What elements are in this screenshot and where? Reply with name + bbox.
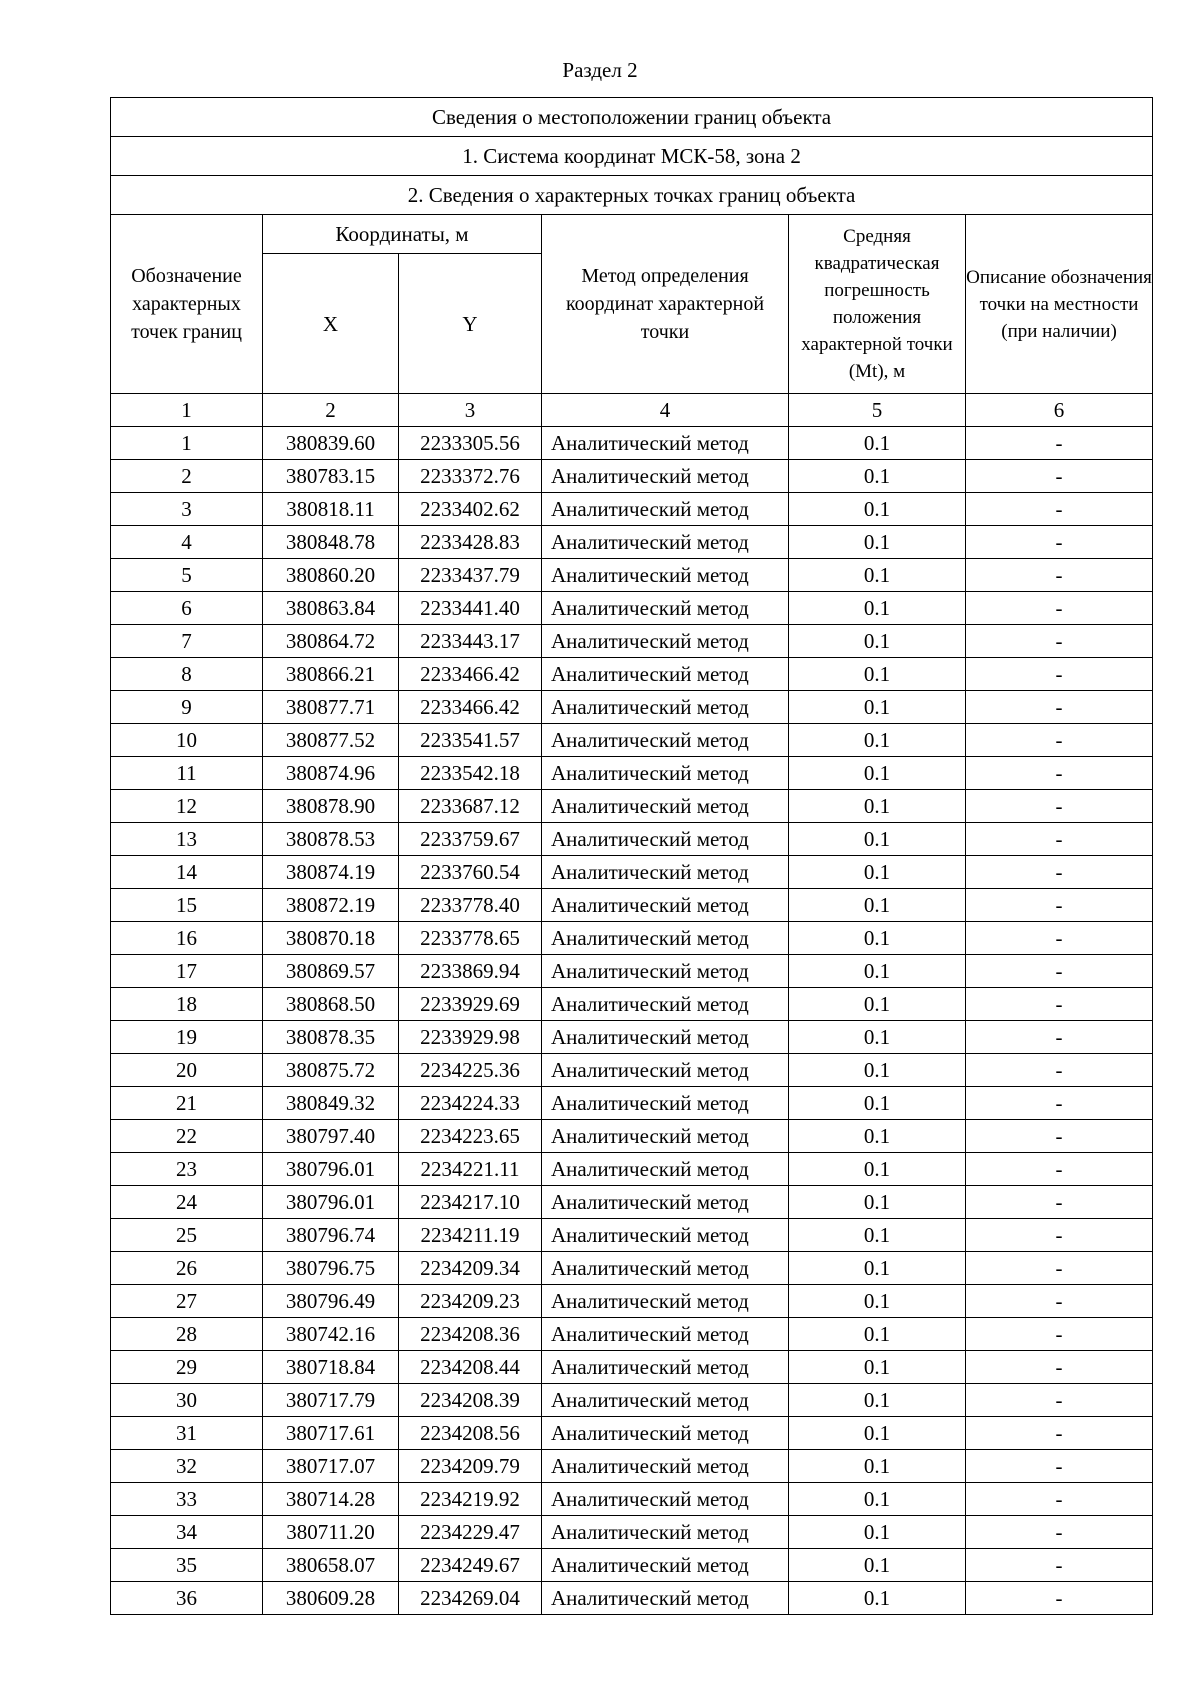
method-cell: Аналитический метод — [542, 1549, 789, 1582]
y-coordinate-cell: 2233437.79 — [399, 559, 542, 592]
point-number-cell: 16 — [111, 922, 263, 955]
table-row — [111, 460, 1153, 493]
method-cell: Аналитический метод — [542, 1219, 789, 1252]
x-coordinate-cell: 380717.79 — [263, 1384, 399, 1417]
y-coordinate-cell: 2234221.11 — [399, 1153, 542, 1186]
table-row — [111, 691, 1153, 724]
x-coordinate-cell: 380877.52 — [263, 724, 399, 757]
y-coordinate-cell: 2233759.67 — [399, 823, 542, 856]
point-number-cell: 20 — [111, 1054, 263, 1087]
description-cell: - — [966, 1054, 1153, 1087]
y-coordinate-cell: 2233443.17 — [399, 625, 542, 658]
y-coordinate-cell: 2233541.57 — [399, 724, 542, 757]
method-cell: Аналитический метод — [542, 658, 789, 691]
table-row — [111, 493, 1153, 526]
table-row — [111, 724, 1153, 757]
point-number-cell: 32 — [111, 1450, 263, 1483]
description-cell: - — [966, 658, 1153, 691]
description-cell: - — [966, 460, 1153, 493]
error-cell: 0.1 — [789, 1450, 966, 1483]
error-cell: 0.1 — [789, 1054, 966, 1087]
table-row — [111, 1219, 1153, 1252]
y-coordinate-cell: 2234208.39 — [399, 1384, 542, 1417]
x-coordinate-cell: 380796.74 — [263, 1219, 399, 1252]
table-row — [111, 1549, 1153, 1582]
header-x: X — [263, 254, 399, 394]
error-cell: 0.1 — [789, 460, 966, 493]
error-cell: 0.1 — [789, 526, 966, 559]
point-number-cell: 21 — [111, 1087, 263, 1120]
y-coordinate-cell: 2234223.65 — [399, 1120, 542, 1153]
point-number-cell: 36 — [111, 1582, 263, 1615]
description-cell: - — [966, 757, 1153, 790]
x-coordinate-cell: 380866.21 — [263, 658, 399, 691]
point-number-cell: 13 — [111, 823, 263, 856]
error-cell: 0.1 — [789, 1021, 966, 1054]
description-cell: - — [966, 1120, 1153, 1153]
y-coordinate-cell: 2233929.69 — [399, 988, 542, 1021]
table-row — [111, 955, 1153, 988]
table-row — [111, 790, 1153, 823]
table-row — [111, 1285, 1153, 1318]
point-number-cell: 28 — [111, 1318, 263, 1351]
description-cell: - — [966, 1252, 1153, 1285]
y-coordinate-cell: 2233869.94 — [399, 955, 542, 988]
method-cell: Аналитический метод — [542, 1384, 789, 1417]
method-cell: Аналитический метод — [542, 724, 789, 757]
error-cell: 0.1 — [789, 1318, 966, 1351]
table-row — [111, 1450, 1153, 1483]
description-cell: - — [966, 1351, 1153, 1384]
y-coordinate-cell: 2234249.67 — [399, 1549, 542, 1582]
description-cell: - — [966, 1153, 1153, 1186]
description-cell: - — [966, 1219, 1153, 1252]
method-cell: Аналитический метод — [542, 823, 789, 856]
table-row — [111, 1318, 1153, 1351]
header-description: Описание обозначения точки на местности (при наличии) — [966, 215, 1153, 394]
column-number: 4 — [542, 394, 789, 427]
point-number-cell: 15 — [111, 889, 263, 922]
method-cell: Аналитический метод — [542, 955, 789, 988]
x-coordinate-cell: 380848.78 — [263, 526, 399, 559]
point-number-cell: 12 — [111, 790, 263, 823]
description-cell: - — [966, 1582, 1153, 1615]
description-cell: - — [966, 1087, 1153, 1120]
method-cell: Аналитический метод — [542, 592, 789, 625]
point-number-cell: 24 — [111, 1186, 263, 1219]
method-cell: Аналитический метод — [542, 922, 789, 955]
description-cell: - — [966, 790, 1153, 823]
x-coordinate-cell: 380714.28 — [263, 1483, 399, 1516]
table-row — [111, 1153, 1153, 1186]
x-coordinate-cell: 380863.84 — [263, 592, 399, 625]
table-row — [111, 889, 1153, 922]
point-number-cell: 6 — [111, 592, 263, 625]
error-cell: 0.1 — [789, 1120, 966, 1153]
method-cell: Аналитический метод — [542, 427, 789, 460]
method-cell: Аналитический метод — [542, 1450, 789, 1483]
method-cell: Аналитический метод — [542, 460, 789, 493]
y-coordinate-cell: 2233760.54 — [399, 856, 542, 889]
error-cell: 0.1 — [789, 922, 966, 955]
error-cell: 0.1 — [789, 625, 966, 658]
y-coordinate-cell: 2234224.33 — [399, 1087, 542, 1120]
table-row — [111, 1417, 1153, 1450]
y-coordinate-cell: 2233372.76 — [399, 460, 542, 493]
error-cell: 0.1 — [789, 493, 966, 526]
x-coordinate-cell: 380796.75 — [263, 1252, 399, 1285]
point-number-cell: 3 — [111, 493, 263, 526]
point-number-cell: 31 — [111, 1417, 263, 1450]
y-coordinate-cell: 2234208.44 — [399, 1351, 542, 1384]
error-cell: 0.1 — [789, 592, 966, 625]
point-number-cell: 7 — [111, 625, 263, 658]
description-cell: - — [966, 955, 1153, 988]
x-coordinate-cell: 380717.61 — [263, 1417, 399, 1450]
boundary-points-table — [110, 97, 1153, 1615]
point-number-cell: 11 — [111, 757, 263, 790]
error-cell: 0.1 — [789, 1285, 966, 1318]
error-cell: 0.1 — [789, 1219, 966, 1252]
point-number-cell: 27 — [111, 1285, 263, 1318]
table-row — [111, 559, 1153, 592]
description-cell: - — [966, 823, 1153, 856]
header-point-designation: Обозначение характерных точек границ — [111, 215, 263, 394]
error-cell: 0.1 — [789, 757, 966, 790]
point-number-cell: 10 — [111, 724, 263, 757]
error-cell: 0.1 — [789, 691, 966, 724]
table-row — [111, 823, 1153, 856]
error-cell: 0.1 — [789, 1153, 966, 1186]
x-coordinate-cell: 380797.40 — [263, 1120, 399, 1153]
table-row — [111, 1120, 1153, 1153]
error-cell: 0.1 — [789, 1516, 966, 1549]
method-cell: Аналитический метод — [542, 1153, 789, 1186]
error-cell: 0.1 — [789, 823, 966, 856]
x-coordinate-cell: 380864.72 — [263, 625, 399, 658]
x-coordinate-cell: 380878.53 — [263, 823, 399, 856]
x-coordinate-cell: 380796.01 — [263, 1186, 399, 1219]
table-row — [111, 1186, 1153, 1219]
coordinate-system: 1. Система координат МСК-58, зона 2 — [111, 137, 1153, 176]
x-coordinate-cell: 380849.32 — [263, 1087, 399, 1120]
point-number-cell: 29 — [111, 1351, 263, 1384]
point-number-cell: 25 — [111, 1219, 263, 1252]
error-cell: 0.1 — [789, 559, 966, 592]
point-number-cell: 22 — [111, 1120, 263, 1153]
method-cell: Аналитический метод — [542, 790, 789, 823]
point-number-cell: 35 — [111, 1549, 263, 1582]
method-cell: Аналитический метод — [542, 1087, 789, 1120]
error-cell: 0.1 — [789, 1252, 966, 1285]
table-row — [111, 1516, 1153, 1549]
column-number: 1 — [111, 394, 263, 427]
column-number: 3 — [399, 394, 542, 427]
method-cell: Аналитический метод — [542, 1054, 789, 1087]
x-coordinate-cell: 380796.01 — [263, 1153, 399, 1186]
error-cell: 0.1 — [789, 1582, 966, 1615]
x-coordinate-cell: 380860.20 — [263, 559, 399, 592]
point-number-cell: 23 — [111, 1153, 263, 1186]
table-row — [111, 988, 1153, 1021]
method-cell: Аналитический метод — [542, 1516, 789, 1549]
table-row — [111, 592, 1153, 625]
description-cell: - — [966, 856, 1153, 889]
description-cell: - — [966, 1021, 1153, 1054]
description-cell: - — [966, 691, 1153, 724]
y-coordinate-cell: 2233687.12 — [399, 790, 542, 823]
error-cell: 0.1 — [789, 1384, 966, 1417]
y-coordinate-cell: 2234225.36 — [399, 1054, 542, 1087]
y-coordinate-cell: 2234229.47 — [399, 1516, 542, 1549]
error-cell: 0.1 — [789, 427, 966, 460]
table-row — [111, 1351, 1153, 1384]
method-cell: Аналитический метод — [542, 1582, 789, 1615]
points-heading: 2. Сведения о характерных точках границ объекта — [111, 176, 1153, 215]
x-coordinate-cell: 380874.96 — [263, 757, 399, 790]
error-cell: 0.1 — [789, 856, 966, 889]
description-cell: - — [966, 1417, 1153, 1450]
table-row — [111, 1087, 1153, 1120]
method-cell: Аналитический метод — [542, 1318, 789, 1351]
point-number-cell: 1 — [111, 427, 263, 460]
point-number-cell: 4 — [111, 526, 263, 559]
table-row — [111, 1252, 1153, 1285]
point-number-cell: 34 — [111, 1516, 263, 1549]
description-cell: - — [966, 922, 1153, 955]
description-cell: - — [966, 889, 1153, 922]
error-cell: 0.1 — [789, 1483, 966, 1516]
header-y: Y — [399, 254, 542, 394]
header-method: Метод определения координат характерной точки — [542, 215, 789, 394]
column-number: 5 — [789, 394, 966, 427]
y-coordinate-cell: 2233466.42 — [399, 658, 542, 691]
x-coordinate-cell: 380868.50 — [263, 988, 399, 1021]
x-coordinate-cell: 380818.11 — [263, 493, 399, 526]
y-coordinate-cell: 2234208.56 — [399, 1417, 542, 1450]
method-cell: Аналитический метод — [542, 757, 789, 790]
table-row — [111, 757, 1153, 790]
table-row — [111, 1483, 1153, 1516]
method-cell: Аналитический метод — [542, 988, 789, 1021]
table-row — [111, 526, 1153, 559]
method-cell: Аналитический метод — [542, 1186, 789, 1219]
description-cell: - — [966, 1516, 1153, 1549]
table-row — [111, 1054, 1153, 1087]
description-cell: - — [966, 1384, 1153, 1417]
column-number: 2 — [263, 394, 399, 427]
table-row — [111, 658, 1153, 691]
y-coordinate-cell: 2233441.40 — [399, 592, 542, 625]
y-coordinate-cell: 2233778.65 — [399, 922, 542, 955]
point-number-cell: 19 — [111, 1021, 263, 1054]
description-cell: - — [966, 1285, 1153, 1318]
method-cell: Аналитический метод — [542, 1252, 789, 1285]
method-cell: Аналитический метод — [542, 1483, 789, 1516]
error-cell: 0.1 — [789, 889, 966, 922]
description-cell: - — [966, 1483, 1153, 1516]
section-label: Раздел 2 — [562, 58, 638, 82]
method-cell: Аналитический метод — [542, 1417, 789, 1450]
y-coordinate-cell: 2233305.56 — [399, 427, 542, 460]
x-coordinate-cell: 380839.60 — [263, 427, 399, 460]
error-cell: 0.1 — [789, 1351, 966, 1384]
x-coordinate-cell: 380718.84 — [263, 1351, 399, 1384]
description-cell: - — [966, 493, 1153, 526]
description-cell: - — [966, 559, 1153, 592]
y-coordinate-cell: 2233466.42 — [399, 691, 542, 724]
method-cell: Аналитический метод — [542, 889, 789, 922]
method-cell: Аналитический метод — [542, 559, 789, 592]
x-coordinate-cell: 380878.35 — [263, 1021, 399, 1054]
y-coordinate-cell: 2234269.04 — [399, 1582, 542, 1615]
description-cell: - — [966, 526, 1153, 559]
y-coordinate-cell: 2234217.10 — [399, 1186, 542, 1219]
method-cell: Аналитический метод — [542, 1285, 789, 1318]
x-coordinate-cell: 380877.71 — [263, 691, 399, 724]
error-cell: 0.1 — [789, 658, 966, 691]
x-coordinate-cell: 380870.18 — [263, 922, 399, 955]
error-cell: 0.1 — [789, 1549, 966, 1582]
point-number-cell: 14 — [111, 856, 263, 889]
x-coordinate-cell: 380869.57 — [263, 955, 399, 988]
x-coordinate-cell: 380717.07 — [263, 1450, 399, 1483]
point-number-cell: 5 — [111, 559, 263, 592]
y-coordinate-cell: 2234211.19 — [399, 1219, 542, 1252]
error-cell: 0.1 — [789, 790, 966, 823]
point-number-cell: 9 — [111, 691, 263, 724]
y-coordinate-cell: 2233778.40 — [399, 889, 542, 922]
description-cell: - — [966, 592, 1153, 625]
description-cell: - — [966, 1318, 1153, 1351]
description-cell: - — [966, 988, 1153, 1021]
point-number-cell: 30 — [111, 1384, 263, 1417]
table-row — [111, 922, 1153, 955]
point-number-cell: 26 — [111, 1252, 263, 1285]
x-coordinate-cell: 380658.07 — [263, 1549, 399, 1582]
point-number-cell: 18 — [111, 988, 263, 1021]
column-number: 6 — [966, 394, 1153, 427]
x-coordinate-cell: 380878.90 — [263, 790, 399, 823]
table-row — [111, 427, 1153, 460]
error-cell: 0.1 — [789, 1087, 966, 1120]
point-number-cell: 17 — [111, 955, 263, 988]
y-coordinate-cell: 2234209.23 — [399, 1285, 542, 1318]
y-coordinate-cell: 2234209.79 — [399, 1450, 542, 1483]
table-row — [111, 856, 1153, 889]
description-cell: - — [966, 724, 1153, 757]
description-cell: - — [966, 427, 1153, 460]
y-coordinate-cell: 2233428.83 — [399, 526, 542, 559]
x-coordinate-cell: 380872.19 — [263, 889, 399, 922]
method-cell: Аналитический метод — [542, 1120, 789, 1153]
error-cell: 0.1 — [789, 1186, 966, 1219]
header-error: Средняя квадратическая погрешность положения характерной точки (Mt), м — [789, 215, 966, 394]
y-coordinate-cell: 2233542.18 — [399, 757, 542, 790]
y-coordinate-cell: 2233929.98 — [399, 1021, 542, 1054]
table-row — [111, 1021, 1153, 1054]
y-coordinate-cell: 2234209.34 — [399, 1252, 542, 1285]
table-row — [111, 1582, 1153, 1615]
error-cell: 0.1 — [789, 988, 966, 1021]
error-cell: 0.1 — [789, 955, 966, 988]
x-coordinate-cell: 380742.16 — [263, 1318, 399, 1351]
method-cell: Аналитический метод — [542, 493, 789, 526]
method-cell: Аналитический метод — [542, 856, 789, 889]
method-cell: Аналитический метод — [542, 1021, 789, 1054]
y-coordinate-cell: 2233402.62 — [399, 493, 542, 526]
table-row — [111, 625, 1153, 658]
y-coordinate-cell: 2234219.92 — [399, 1483, 542, 1516]
error-cell: 0.1 — [789, 724, 966, 757]
error-cell: 0.1 — [789, 1417, 966, 1450]
x-coordinate-cell: 380875.72 — [263, 1054, 399, 1087]
table-title: Сведения о местоположении границ объекта — [111, 98, 1153, 137]
x-coordinate-cell: 380711.20 — [263, 1516, 399, 1549]
x-coordinate-cell: 380874.19 — [263, 856, 399, 889]
description-cell: - — [966, 625, 1153, 658]
point-number-cell: 2 — [111, 460, 263, 493]
description-cell: - — [966, 1186, 1153, 1219]
description-cell: - — [966, 1450, 1153, 1483]
table-row — [111, 1384, 1153, 1417]
x-coordinate-cell: 380609.28 — [263, 1582, 399, 1615]
y-coordinate-cell: 2234208.36 — [399, 1318, 542, 1351]
x-coordinate-cell: 380783.15 — [263, 460, 399, 493]
header-coordinates: Координаты, м — [263, 215, 542, 254]
point-number-cell: 33 — [111, 1483, 263, 1516]
method-cell: Аналитический метод — [542, 526, 789, 559]
method-cell: Аналитический метод — [542, 625, 789, 658]
point-number-cell: 8 — [111, 658, 263, 691]
method-cell: Аналитический метод — [542, 691, 789, 724]
x-coordinate-cell: 380796.49 — [263, 1285, 399, 1318]
method-cell: Аналитический метод — [542, 1351, 789, 1384]
description-cell: - — [966, 1549, 1153, 1582]
